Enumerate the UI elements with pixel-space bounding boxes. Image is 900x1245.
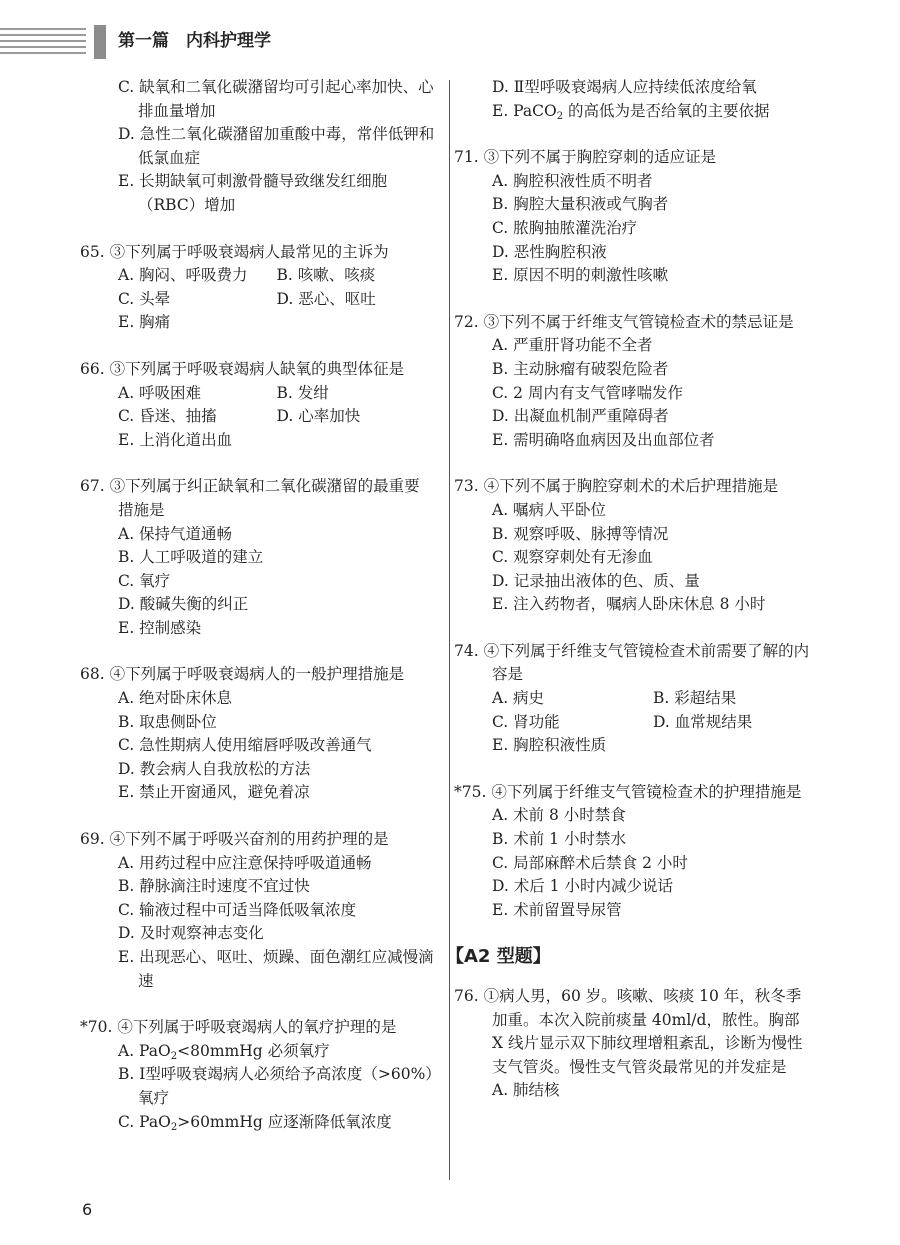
option: C. 急性期病人使用缩唇呼吸改善通气 bbox=[118, 736, 372, 755]
page-number: 6 bbox=[82, 1200, 93, 1219]
question-stem: 72. ③下列不属于纤维支气管镜检查术的禁忌证是 bbox=[454, 312, 794, 331]
option: A. PaO$_2$<80mmHg 必须氧疗 bbox=[118, 1041, 330, 1062]
option: B. 观察呼吸、脉搏等情况 bbox=[492, 524, 669, 543]
question-stem: *70. ④下列属于呼吸衰竭病人的氧疗护理的是 bbox=[80, 1018, 397, 1037]
option: E. 禁止开窗通风，避免着凉 bbox=[118, 783, 310, 802]
option: D. 酸碱失衡的纠正 bbox=[118, 595, 249, 614]
option: C. 输液过程中可适当降低吸氧浓度 bbox=[118, 900, 357, 919]
option: D. 恶性胸腔积液 bbox=[492, 242, 607, 261]
question-71 bbox=[454, 146, 814, 288]
option: C. 观察穿刺处有无渗血 bbox=[492, 548, 653, 567]
question-69 bbox=[80, 828, 435, 993]
option: D. 及时观察神志变化 bbox=[118, 924, 264, 943]
section-heading: 【A2 型题】 bbox=[446, 946, 551, 968]
question-stem: 68. ④下列属于呼吸衰竭病人的一般护理措施是 bbox=[80, 665, 405, 684]
option: B. 人工呼吸道的建立 bbox=[118, 548, 264, 567]
question-73 bbox=[454, 475, 814, 617]
question-67 bbox=[80, 475, 435, 640]
right-column bbox=[446, 76, 814, 1126]
option: D. 心率加快 bbox=[276, 407, 361, 426]
option: D. 术后 1 小时内减少说话 bbox=[492, 877, 673, 896]
option: E. 长期缺氧可刺激骨髓导致继发红细胞（RBC）增加 bbox=[118, 172, 388, 214]
question-stem: 65. ③下列属于呼吸衰竭病人最常见的主诉为 bbox=[80, 242, 389, 261]
option: B. 静脉滴注时速度不宜过快 bbox=[118, 877, 310, 896]
option: B. 胸腔大量积液或气胸者 bbox=[492, 195, 669, 214]
question-stem: 67. ③下列属于纠正缺氧和二氧化碳潴留的最重要措施是 bbox=[80, 477, 420, 519]
option: C. PaO$_2$>60mmHg 应逐渐降低氧浓度 bbox=[118, 1112, 392, 1133]
option: E. 术前留置导尿管 bbox=[492, 900, 622, 919]
left-column bbox=[80, 76, 435, 1157]
option: B. Ⅰ型呼吸衰竭病人必须给予高浓度（>60%）氧疗 bbox=[118, 1065, 434, 1107]
option: C. 缺氧和二氧化碳潴留均可引起心率加快、心排血量增加 bbox=[118, 78, 434, 120]
option: E. 注入药物者，嘱病人卧床休息 8 小时 bbox=[492, 595, 766, 614]
question-stem: 69. ④下列不属于呼吸兴奋剂的用药护理的是 bbox=[80, 830, 389, 849]
question-65 bbox=[80, 241, 435, 335]
option: A. 胸腔积液性质不明者 bbox=[492, 171, 653, 190]
option: A. 嘱病人平卧位 bbox=[492, 500, 607, 519]
question-stem: 66. ③下列属于呼吸衰竭病人缺氧的典型体征是 bbox=[80, 359, 405, 378]
option: B. 取患侧卧位 bbox=[118, 712, 217, 731]
option: D. 血常规结果 bbox=[653, 712, 753, 731]
column-divider bbox=[449, 80, 450, 1180]
option: D. 教会病人自我放松的方法 bbox=[118, 759, 311, 778]
question-75 bbox=[454, 781, 814, 923]
question-70-continued bbox=[454, 76, 814, 123]
option: E. 胸腔积液性质 bbox=[492, 736, 607, 755]
option: E. PaCO$_2$ 的高低为是否给氧的主要依据 bbox=[492, 101, 770, 122]
option: C. 头晕 bbox=[118, 289, 171, 308]
option: B. 彩超结果 bbox=[653, 689, 737, 708]
option: C. 2 周内有支气管哮喘发作 bbox=[492, 383, 683, 402]
question-stem: 76. ①病人男，60 岁。咳嗽、咳痰 10 年，秋冬季加重。本次入院前痰量 40ml/d，脓性。胸部 X 线片显示双下肺纹理增粗紊乱，诊断为慢性支气管炎。慢性支气管炎最常见的并发症是 bbox=[454, 987, 803, 1076]
option: E. 原因不明的刺激性咳嗽 bbox=[492, 266, 669, 285]
option: A. 肺结核 bbox=[492, 1081, 560, 1100]
question-72 bbox=[454, 311, 814, 453]
option: E. 控制感染 bbox=[118, 618, 202, 637]
question-64-continued bbox=[80, 76, 435, 218]
option: A. 用药过程中应注意保持呼吸道通畅 bbox=[118, 853, 372, 872]
option: D. 出凝血机制严重障碍者 bbox=[492, 407, 669, 426]
option: C. 脓胸抽脓灌洗治疗 bbox=[492, 218, 638, 237]
option: B. 咳嗽、咳痰 bbox=[276, 266, 376, 285]
option: B. 发绀 bbox=[276, 383, 329, 402]
option: D. 记录抽出液体的色、质、量 bbox=[492, 571, 700, 590]
option: B. 主动脉瘤有破裂危险者 bbox=[492, 359, 669, 378]
header-decoration bbox=[0, 28, 86, 58]
option: A. 保持气道通畅 bbox=[118, 524, 233, 543]
option: E. 需明确咯血病因及出血部位者 bbox=[492, 430, 715, 449]
question-76 bbox=[454, 985, 814, 1103]
option: A. 呼吸困难 bbox=[118, 383, 202, 402]
option: E. 上消化道出血 bbox=[118, 430, 233, 449]
page-header-title: 第一篇 内科护理学 bbox=[118, 31, 271, 51]
question-stem: *75. ④下列属于纤维支气管镜检查术的护理措施是 bbox=[454, 782, 802, 801]
option: C. 局部麻醉术后禁食 2 小时 bbox=[492, 853, 688, 872]
header-block bbox=[94, 25, 106, 59]
question-stem: 74. ④下列属于纤维支气管镜检查术前需要了解的内容是 bbox=[454, 641, 810, 684]
option: A. 胸闷、呼吸费力 bbox=[118, 266, 248, 285]
option: A. 绝对卧床休息 bbox=[118, 689, 233, 708]
option: C. 肾功能 bbox=[492, 712, 560, 731]
option: E. 胸痛 bbox=[118, 313, 171, 332]
question-66 bbox=[80, 358, 435, 452]
option: A. 病史 bbox=[492, 689, 545, 708]
question-70 bbox=[80, 1016, 435, 1134]
option: D. 急性二氧化碳潴留加重酸中毒，常伴低钾和低氯血症 bbox=[118, 125, 435, 167]
option: D. Ⅱ型呼吸衰竭病人应持续低浓度给氧 bbox=[492, 78, 757, 96]
option: C. 氧疗 bbox=[118, 571, 171, 590]
question-stem: 71. ③下列不属于胸腔穿刺的适应证是 bbox=[454, 148, 717, 167]
option: C. 昏迷、抽搐 bbox=[118, 407, 217, 426]
question-stem: 73. ④下列不属于胸腔穿刺术的术后护理措施是 bbox=[454, 477, 779, 496]
option: B. 术前 1 小时禁水 bbox=[492, 830, 626, 849]
option: D. 恶心、呕吐 bbox=[276, 289, 376, 308]
question-74 bbox=[454, 640, 814, 758]
option: A. 术前 8 小时禁食 bbox=[492, 806, 626, 825]
option: E. 出现恶心、呕吐、烦躁、面色潮红应减慢滴速 bbox=[118, 948, 434, 990]
question-68 bbox=[80, 663, 435, 805]
option: A. 严重肝肾功能不全者 bbox=[492, 336, 653, 355]
